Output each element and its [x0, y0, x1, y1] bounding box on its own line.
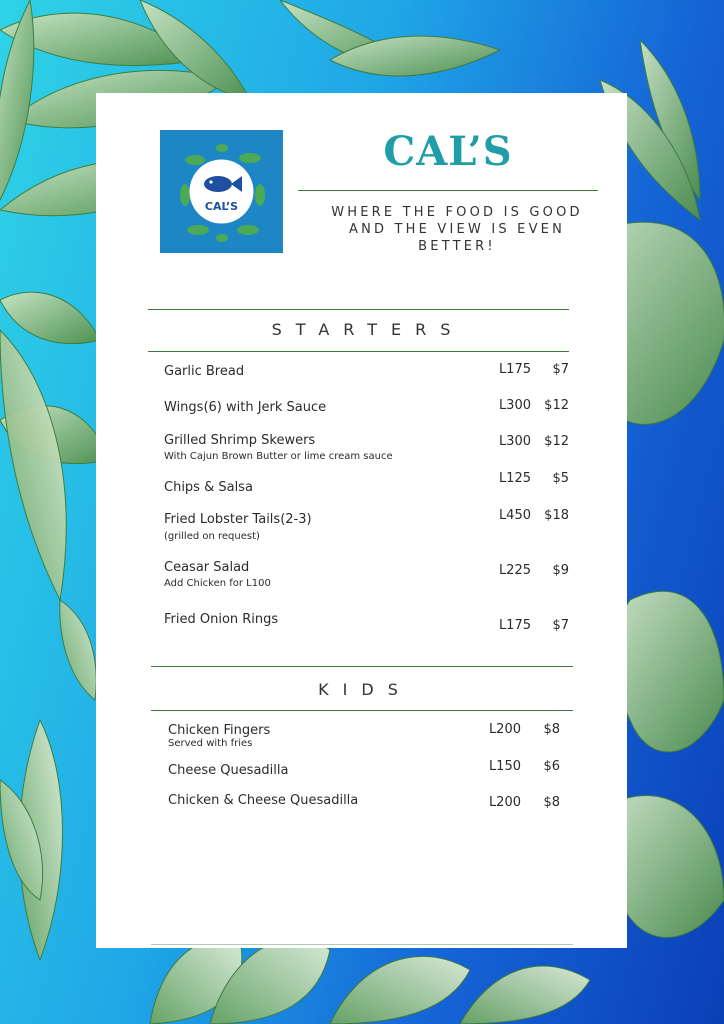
price-usd: $12 [544, 398, 569, 413]
item-description: Add Chicken for L100 [164, 578, 271, 589]
price-usd: $12 [544, 434, 569, 449]
item-name: Wings(6) with Jerk Sauce [164, 400, 327, 415]
kids-heading: KIDS [318, 680, 412, 699]
item-name: Chips & Salsa [164, 480, 253, 495]
price-usd: $8 [543, 795, 560, 810]
item-name: Chicken & Cheese Quesadilla [168, 793, 359, 808]
divider [148, 351, 569, 352]
item-name: Grilled Shrimp Skewers [164, 433, 316, 448]
divider [151, 710, 573, 711]
item-name: Garlic Bread [164, 364, 245, 379]
item-name: Ceasar Salad [164, 560, 250, 575]
price-usd: $7 [552, 618, 569, 633]
price-lempira: L200 [488, 722, 521, 737]
divider [298, 190, 598, 191]
price-lempira: L450 [498, 508, 531, 523]
price-usd: $9 [552, 563, 569, 578]
price-lempira: L200 [488, 795, 521, 810]
price-usd: $7 [552, 362, 569, 377]
starters-heading: STARTERS [271, 320, 465, 339]
item-name: Fried Lobster Tails(2-3) [164, 512, 312, 527]
price-lempira: L300 [498, 434, 531, 449]
item-name: Chicken Fingers [168, 723, 271, 738]
price-lempira: L175 [498, 362, 531, 377]
item-description: Served with fries [168, 738, 253, 749]
item-description: With Cajun Brown Butter or lime cream sauce [164, 451, 393, 462]
divider [151, 666, 573, 667]
price-usd: $6 [543, 759, 560, 774]
restaurant-logo [160, 130, 283, 253]
divider [148, 309, 569, 310]
price-usd: $18 [544, 508, 569, 523]
tagline: WHERE THE FOOD IS GOOD AND THE VIEW IS EVEN BETTER! [331, 205, 583, 254]
divider [151, 944, 573, 945]
restaurant-name: CAL’S [383, 128, 513, 175]
price-lempira: L175 [498, 618, 531, 633]
price-lempira: L300 [498, 398, 531, 413]
price-usd: $5 [552, 471, 569, 486]
price-usd: $8 [543, 722, 560, 737]
price-lempira: L150 [488, 759, 521, 774]
item-description: (grilled on request) [164, 531, 260, 542]
item-name: Cheese Quesadilla [168, 763, 289, 778]
item-name: Fried Onion Rings [164, 612, 279, 627]
price-lempira: L125 [498, 471, 531, 486]
price-lempira: L225 [498, 563, 531, 578]
svg-text:CAL’S: CAL’S [204, 200, 239, 213]
